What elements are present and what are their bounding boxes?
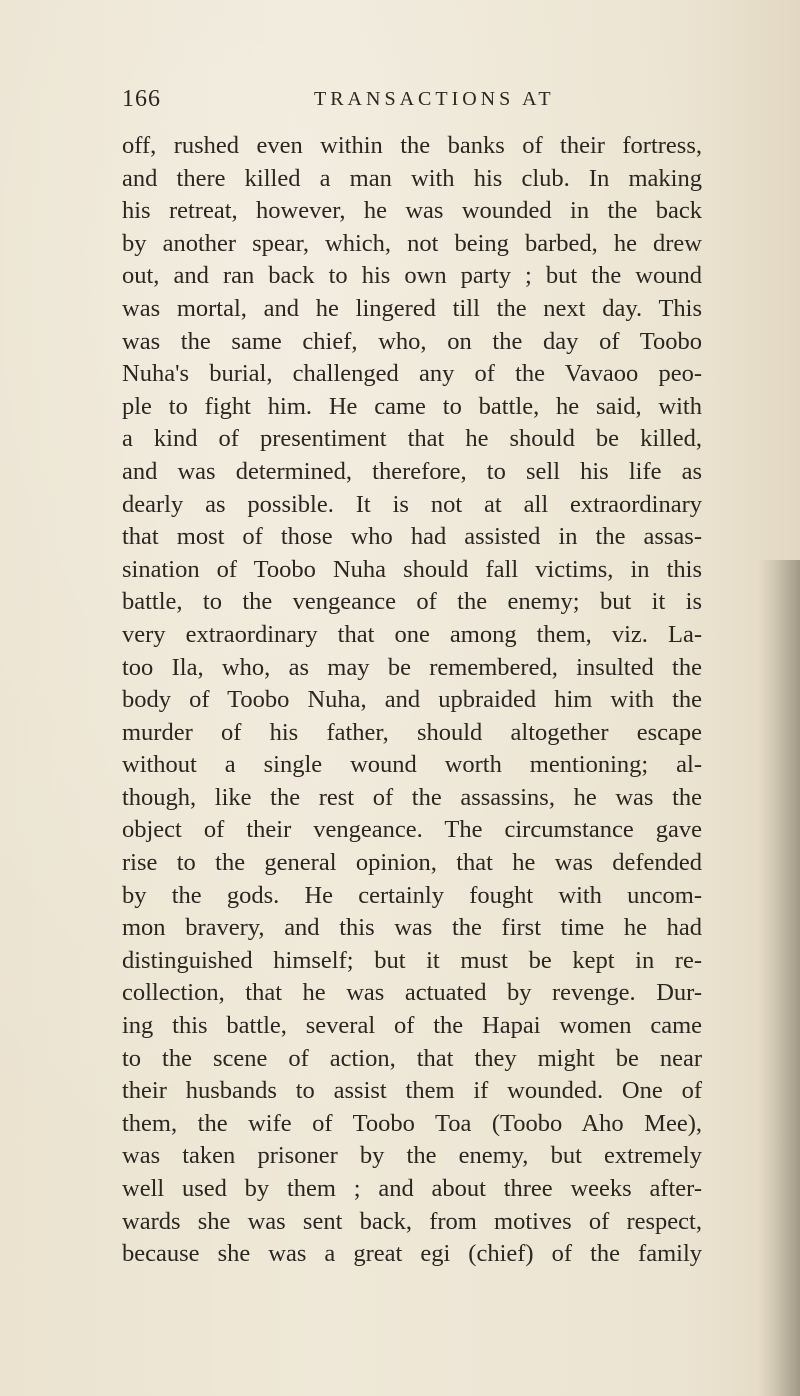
text-line: rise to the general opinion, that he was defended xyxy=(122,849,702,877)
text-line: dearly as possible. It is not at all extraordinary xyxy=(122,490,702,518)
facing-page-edge xyxy=(758,560,800,1396)
text-line: was mortal, and he lingered till the next day. This xyxy=(122,294,702,322)
text-line: because she was a great egi (chief) of the family xyxy=(122,1240,702,1268)
text-line: and was determined, therefore, to sell his life as xyxy=(122,457,702,485)
text-line: wards she was sent back, from motives of respect, xyxy=(122,1207,702,1235)
text-line: without a single wound worth mentioning; al- xyxy=(122,751,702,779)
text-line: off, rushed even within the banks of their fortress, xyxy=(122,132,702,159)
text-line: collection, that he was actuated by revenge. Dur- xyxy=(122,979,702,1007)
running-head-title: TRANSACTIONS AT xyxy=(314,88,555,110)
text-line: body of Toobo Nuha, and upbraided him with the xyxy=(122,686,702,714)
text-line: was taken prisoner by the enemy, but extremely xyxy=(122,1142,702,1170)
text-line: out, and ran back to his own party ; but the wound xyxy=(122,262,702,290)
text-line: and there killed a man with his club. In making xyxy=(122,164,702,192)
text-line: Nuha's burial, challenged any of the Vavaoo peo- xyxy=(122,360,702,388)
text-line: their husbands to assist them if wounded. One of xyxy=(122,1077,702,1105)
text-line: battle, to the vengeance of the enemy; but it is xyxy=(122,588,702,616)
text-line: to the scene of action, that they might be near xyxy=(122,1044,702,1072)
text-line: ple to fight him. He came to battle, he said, with xyxy=(122,392,702,420)
text-line: well used by them ; and about three weeks after- xyxy=(122,1175,702,1202)
text-line: very extraordinary that one among them, viz. La- xyxy=(122,620,702,648)
text-line: a kind of presentiment that he should be killed, xyxy=(122,425,702,453)
text-line: by another spear, which, not being barbed, he drew xyxy=(122,229,702,257)
body-text xyxy=(122,130,702,1271)
running-head xyxy=(122,86,682,116)
text-line: mon bravery, and this was the first time he had xyxy=(122,914,702,942)
page-number: 166 xyxy=(122,86,161,112)
text-line: though, like the rest of the assassins, he was the xyxy=(122,783,702,811)
text-line: ing this battle, several of the Hapai women came xyxy=(122,1012,702,1040)
text-line: too Ila, who, as may be remembered, insulted the xyxy=(122,653,702,681)
text-line: by the gods. He certainly fought with uncom- xyxy=(122,881,702,909)
text-line: distinguished himself; but it must be kept in re- xyxy=(122,946,702,974)
text-line: them, the wife of Toobo Toa (Toobo Aho Mee), xyxy=(122,1109,702,1137)
text-line: murder of his father, should altogether escape xyxy=(122,718,702,746)
text-line: that most of those who had assisted in the assas- xyxy=(122,523,702,551)
text-line: sination of Toobo Nuha should fall victims, in this xyxy=(122,555,702,583)
text-line: object of their vengeance. The circumstance gave xyxy=(122,816,702,844)
text-line: was the same chief, who, on the day of Toobo xyxy=(122,327,702,355)
text-line: his retreat, however, he was wounded in the back xyxy=(122,197,702,225)
